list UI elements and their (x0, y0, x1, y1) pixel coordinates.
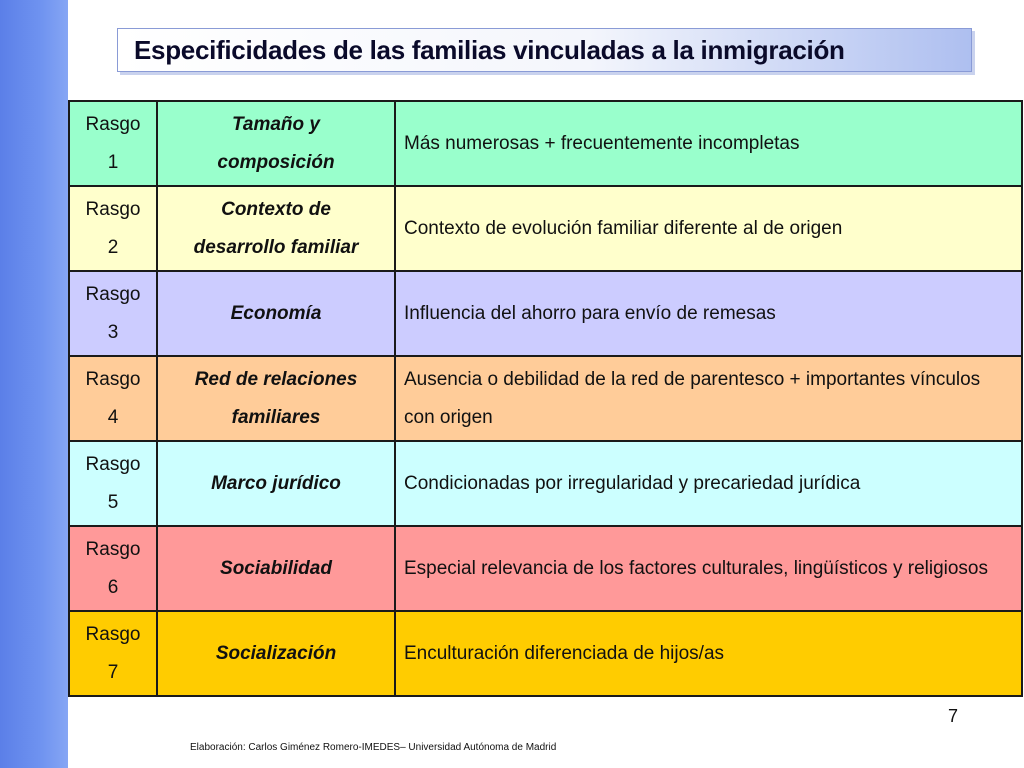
table-row (69, 186, 1022, 271)
footer-credit: Elaboración: Carlos Giménez Romero-IMEDES– Universidad Autónoma de Madrid (190, 742, 557, 753)
rasgo-cell (69, 611, 157, 696)
rasgo-cell (69, 186, 157, 271)
description-cell: Influencia del ahorro para envío de remesas (395, 271, 1022, 356)
table-row (69, 441, 1022, 526)
traits-table (68, 100, 1023, 697)
description-cell: Condicionadas por irregularidad y precariedad jurídica (395, 441, 1022, 526)
rasgo-label: Rasgo (85, 283, 141, 305)
description-cell: Contexto de evolución familiar diferente al de origen (395, 186, 1022, 271)
rasgo-label: Rasgo (85, 538, 141, 560)
topic-line-1: Economía (230, 302, 322, 324)
rasgo-cell (69, 441, 157, 526)
rasgo-label: Rasgo (85, 453, 141, 475)
rasgo-label: Rasgo (85, 623, 141, 645)
rasgo-number: 6 (107, 576, 119, 598)
rasgo-cell (69, 101, 157, 186)
topic-line-1: Red de relaciones (194, 368, 358, 390)
rasgo-label: Rasgo (85, 368, 141, 390)
topic-cell (157, 526, 395, 611)
topic-cell (157, 186, 395, 271)
topic-line-1: Socialización (215, 642, 337, 664)
rasgo-number: 7 (107, 661, 119, 683)
topic-cell (157, 441, 395, 526)
table-row (69, 526, 1022, 611)
page-number: 7 (948, 706, 959, 726)
topic-line-2: composición (217, 151, 335, 173)
rasgo-number: 3 (107, 321, 119, 343)
description-cell: Enculturación diferenciada de hijos/as (395, 611, 1022, 696)
table-row (69, 101, 1022, 186)
topic-line-1: Tamaño y (232, 113, 320, 135)
table-row (69, 611, 1022, 696)
rasgo-label: Rasgo (85, 113, 141, 135)
description-cell: Más numerosas + frecuentemente incompletas (395, 101, 1022, 186)
topic-line-1: Sociabilidad (220, 557, 332, 579)
description-cell: Ausencia o debilidad de la red de parentesco + importantes vínculos con origen (395, 356, 1022, 441)
left-accent-bar (0, 0, 68, 768)
rasgo-cell (69, 526, 157, 611)
topic-line-1: Contexto de (221, 198, 331, 220)
topic-line-1: Marco jurídico (211, 472, 341, 494)
topic-cell (157, 101, 395, 186)
topic-cell (157, 356, 395, 441)
description-cell: Especial relevancia de los factores culturales, lingüísticos y religiosos (395, 526, 1022, 611)
rasgo-cell (69, 356, 157, 441)
title-box (117, 28, 972, 72)
rasgo-number: 4 (107, 406, 119, 428)
topic-cell (157, 271, 395, 356)
rasgo-number: 2 (107, 236, 119, 258)
rasgo-cell (69, 271, 157, 356)
topic-line-2: desarrollo familiar (193, 236, 359, 258)
topic-line-2: familiares (231, 406, 321, 428)
rasgo-number: 5 (107, 491, 119, 513)
rasgo-label: Rasgo (85, 198, 141, 220)
table-row (69, 356, 1022, 441)
rasgo-number: 1 (107, 151, 119, 173)
topic-cell (157, 611, 395, 696)
table-row (69, 271, 1022, 356)
page-title: Especificidades de las familias vinculadas a la inmigración (134, 34, 845, 65)
